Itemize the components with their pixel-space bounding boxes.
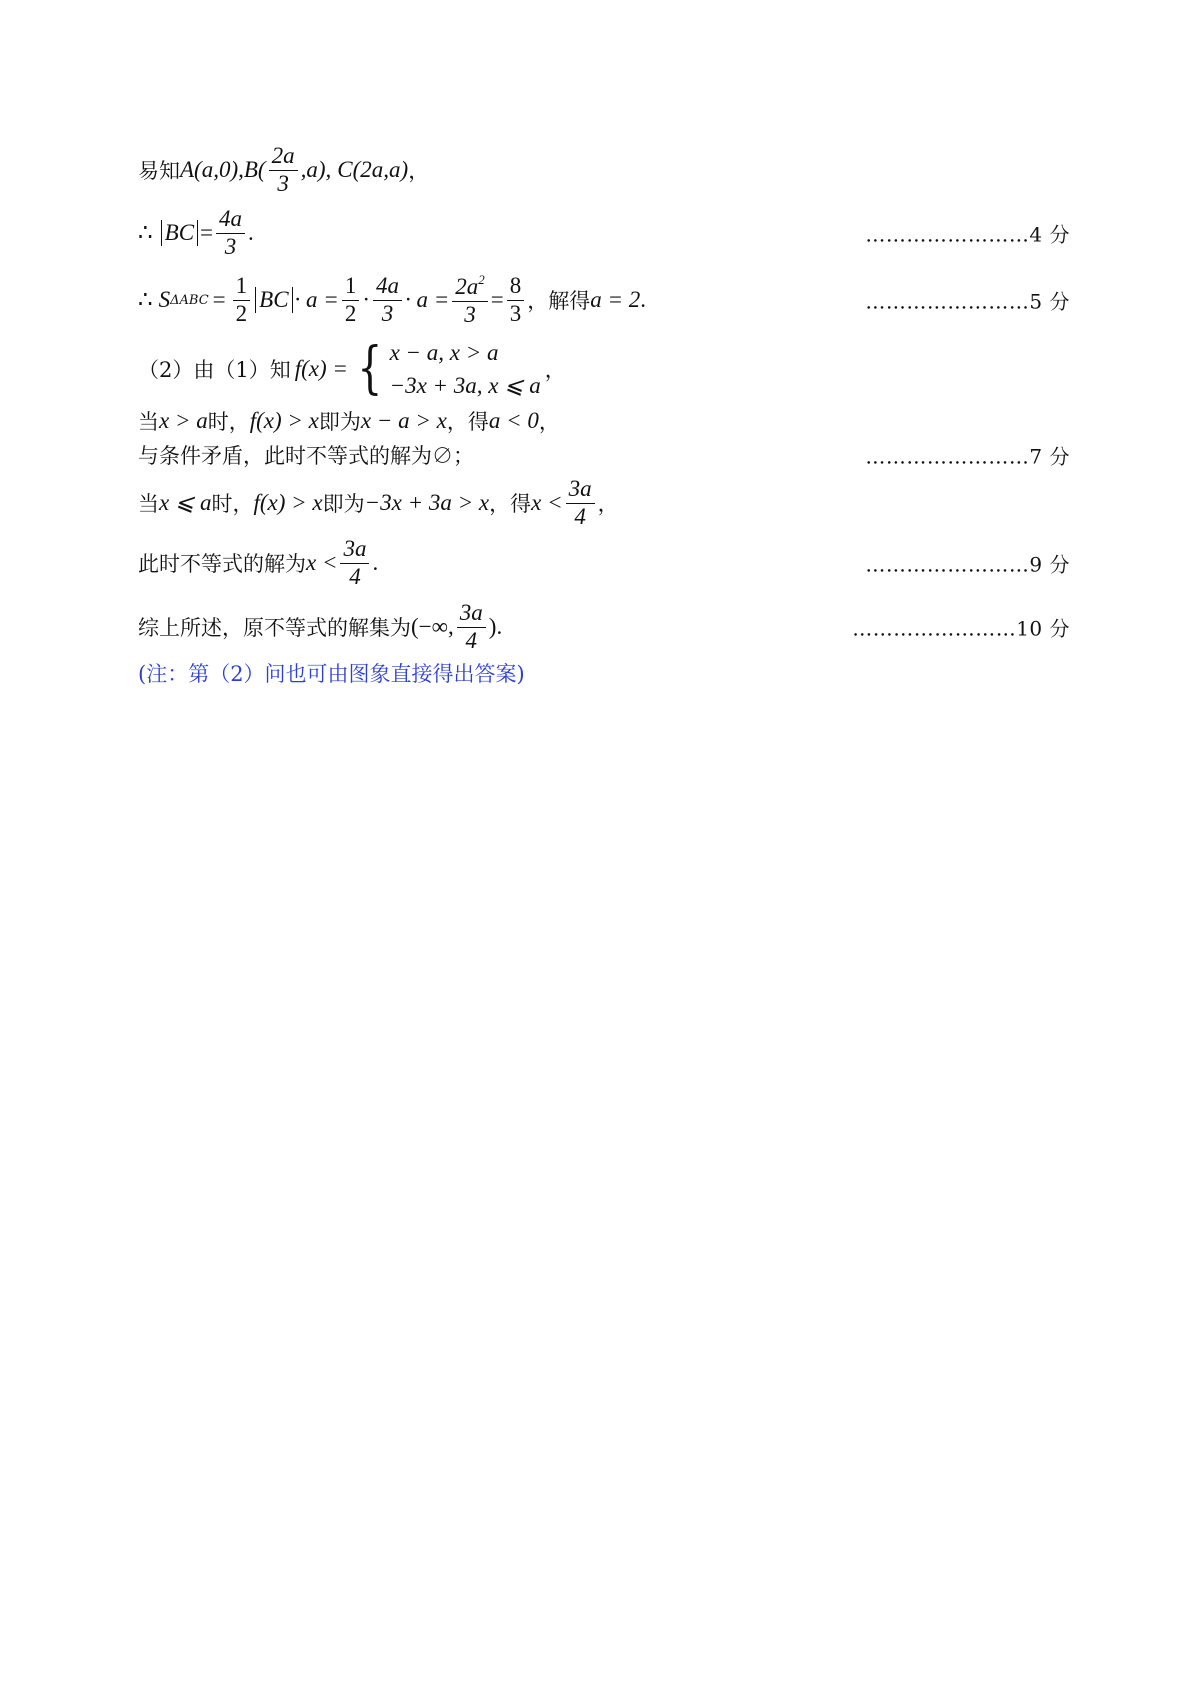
therefore-symbol: ∴ (138, 220, 153, 245)
line-1 (138, 135, 1070, 205)
area-symbol: S (158, 287, 171, 312)
fraction-denominator: 3 (464, 301, 476, 327)
numerator-exponent: 2 (478, 272, 485, 288)
therefore-symbol: ∴ (138, 287, 153, 312)
fraction-4a-3 (373, 274, 402, 325)
score-9: ……………………9 分 (865, 552, 1070, 577)
ineq-a-lt-0: a < 0 (488, 408, 539, 433)
fraction-denominator: 4 (465, 627, 478, 653)
fraction-numerator: 1 (233, 274, 251, 300)
fraction-numerator: 4a (373, 274, 402, 300)
fraction-3a-4 (566, 477, 595, 528)
line-9 (138, 594, 1070, 660)
fraction-denominator: 3 (277, 170, 289, 196)
fraction-2a-3 (269, 144, 298, 195)
ineq-x-lt: x < (531, 490, 563, 515)
text-get: ，得 (446, 410, 489, 434)
ineq-linear: −3x + 3a > x (364, 490, 490, 515)
result-a-equals-2: a = 2 (590, 287, 641, 312)
fraction-denominator: 4 (574, 503, 586, 529)
line-3 (138, 266, 1070, 334)
math-point-b-open: B( (243, 157, 266, 182)
text-prefix: 易知 (138, 159, 180, 183)
line-5 (138, 404, 1070, 438)
line-4 (138, 334, 1070, 404)
fraction-4a-3 (216, 207, 245, 258)
fraction-denominator: 2 (344, 300, 357, 326)
fraction-denominator: 3 (381, 300, 394, 326)
period: . (640, 287, 647, 312)
text-comma: ， (538, 410, 560, 434)
fraction-numerator: 2a (269, 144, 298, 170)
fraction-numerator: 3a (457, 601, 486, 627)
fraction-denominator: 3 (509, 300, 522, 326)
equals-2: = (490, 287, 504, 312)
abs-bc: BC (161, 220, 198, 246)
fraction-2a2-3 (452, 273, 488, 326)
case-2: −3x + 3a, x ⩽ a (389, 373, 541, 398)
text-when: 当 (138, 410, 159, 434)
line-10 (138, 656, 1070, 690)
score-10: ……………………10 分 (852, 616, 1070, 641)
interval-open: (−∞, (411, 614, 454, 639)
fraction-numerator: 3a (566, 477, 595, 503)
ineq-x-lt: x < (306, 550, 338, 575)
abs-bc: BC (255, 287, 292, 313)
fraction-1-2-second (342, 274, 360, 325)
math-point-b-close: ,a), (300, 157, 332, 182)
fraction-1-2 (233, 274, 251, 325)
numerator-base: 2a (455, 274, 479, 300)
score-7: ……………………7 分 (865, 444, 1070, 469)
fraction-3a-4 (340, 537, 369, 588)
text-suffix: ， (408, 159, 430, 183)
text-contradiction: 与条件矛盾，此时不等式的解为∅； (138, 444, 474, 468)
text-time: 时， (207, 410, 250, 434)
note-text: (注：第（2）问也可由图象直接得出答案) (138, 662, 525, 686)
fraction-numerator: 3a (340, 537, 369, 563)
area-subscript: ΔABC (170, 292, 209, 308)
fraction-numerator (452, 273, 488, 301)
text-when: 当 (138, 492, 159, 516)
text-prefix: （2）由（1）知 (138, 358, 291, 382)
fraction-3a-4 (457, 601, 486, 652)
period: . (496, 614, 503, 639)
line-8 (138, 530, 1070, 596)
ineq-fx-gt-x: f(x) > x (249, 408, 319, 433)
text-comma: ， (597, 492, 619, 516)
cond-x-le-a: x ⩽ a (159, 490, 212, 515)
line-7 (138, 470, 1070, 536)
text-solution: 此时不等式的解为 (138, 552, 306, 576)
line-2 (138, 200, 1070, 266)
piecewise-cases (390, 336, 541, 403)
score-4: ……………………4 分 (865, 222, 1070, 247)
cond-x-gt-a: x > a (159, 408, 208, 433)
text-solve: ，解得 (527, 289, 591, 313)
dot: · (362, 287, 370, 312)
fraction-denominator: 2 (235, 300, 248, 326)
period: . (372, 550, 379, 575)
dot-a-equals-2: · a = (405, 287, 450, 312)
score-5: ……………………5 分 (865, 289, 1070, 314)
fraction-numerator: 1 (342, 274, 360, 300)
equals: = (212, 287, 226, 312)
function-fx: f(x) = (294, 356, 348, 381)
dot-a-equals: · a = (294, 287, 339, 312)
left-brace: { (357, 336, 383, 401)
text-time: 时， (211, 492, 254, 516)
text-get: ，得 (489, 492, 532, 516)
fraction-8-3 (507, 274, 525, 325)
math-point-a: A(a,0), (180, 157, 244, 182)
text-suffix: ， (544, 358, 566, 382)
fraction-denominator: 4 (349, 563, 361, 589)
case-1: x − a, x > a (389, 339, 499, 365)
ineq-x-minus-a: x − a > x (360, 408, 447, 433)
equals: = (200, 220, 214, 245)
text-namely: 即为 (318, 410, 361, 434)
fraction-numerator: 4a (216, 207, 245, 233)
fraction-numerator: 8 (507, 274, 525, 300)
interval-close: ) (488, 614, 497, 639)
ineq-fx-gt-x: f(x) > x (253, 490, 323, 515)
math-point-c: C(2a,a) (337, 157, 409, 182)
fraction-denominator: 3 (224, 233, 237, 259)
text-namely: 即为 (322, 492, 365, 516)
text-summary: 综上所述，原不等式的解集为 (138, 616, 411, 640)
line-6 (138, 438, 1070, 472)
period: . (248, 220, 254, 245)
